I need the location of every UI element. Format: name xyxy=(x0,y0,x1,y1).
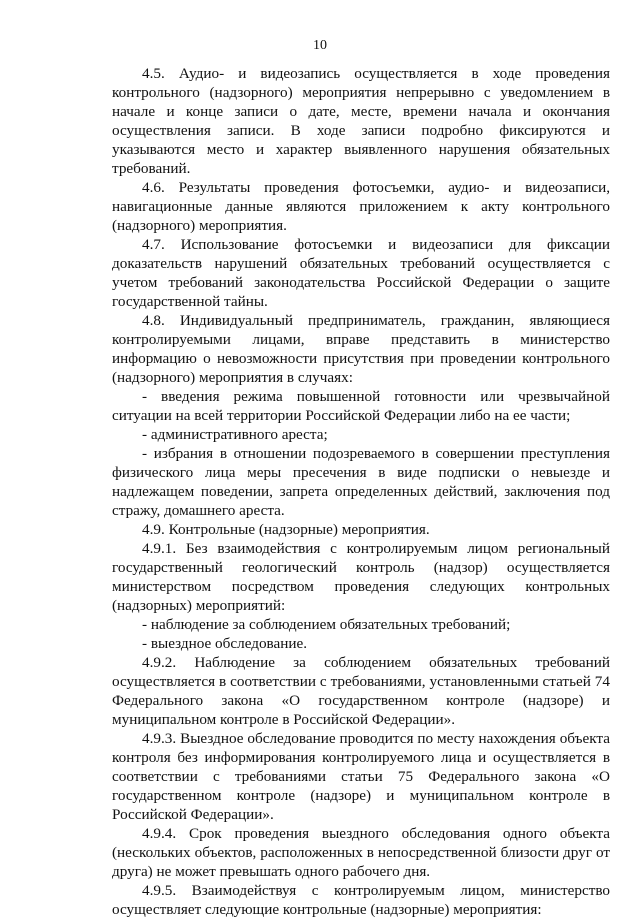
paragraph-4-8: 4.8. Индивидуальный предприниматель, гражданин, являющиеся контролируемыми лицами, вправе представить в министерство информацию о невозможности присутствия при проведении контрольного (надзорного) мероприятия в случаях: xyxy=(112,312,610,386)
page-number: 10 xyxy=(313,38,327,53)
list-item: - введения режима повышенной готовности или чрезвычайной ситуации на всей территории Российской Федерации либо на ее части; xyxy=(112,388,610,424)
paragraph-4-9-2: 4.9.2. Наблюдение за соблюдением обязательных требований осуществляется в соответствии с требованиями, установленными статьей 74 Федерального закона «О государственном контроле (надзоре) и муниципальном контроле в Российской Федерации». xyxy=(112,654,610,728)
document-body xyxy=(112,64,610,919)
paragraph-4-9-5: 4.9.5. Взаимодействуя с контролируемым лицом, министерство осуществляет следующие контрольные (надзорные) мероприятия: xyxy=(112,882,610,918)
paragraph-4-9-4: 4.9.4. Срок проведения выездного обследования одного объекта (нескольких объектов, расположенных в непосредственной близости друг от друга) не может превышать одного рабочего дня. xyxy=(112,825,610,880)
list-item: - административного ареста; xyxy=(142,426,328,443)
paragraph-4-9-3: 4.9.3. Выездное обследование проводится по месту нахождения объекта контроля без информирования контролируемого лица и осуществляется в соответствии с требованиями статьи 75 Федерального закона «О государственном контроле (надзоре) и муниципальном контроле в Российской Федерации». xyxy=(112,730,610,823)
paragraph-4-7: 4.7. Использование фотосъемки и видеозаписи для фиксации доказательств нарушений обязательных требований осуществляется с учетом требований законодательства Российской Федерации о защите государственной тайны. xyxy=(112,236,610,310)
paragraph-4-9-1: 4.9.1. Без взаимодействия с контролируемым лицом региональный государственный геологический контроль (надзор) осуществляется министерством посредством проведения следующих контрольных (надзорных) мероприятий: xyxy=(112,540,610,614)
paragraph-4-6: 4.6. Результаты проведения фотосъемки, аудио- и видеозаписи, навигационные данные являются приложением к акту контрольного (надзорного) мероприятия. xyxy=(112,179,610,234)
paragraph-4-5: 4.5. Аудио- и видеозапись осуществляется в ходе проведения контрольного (надзорного) мероприятия непрерывно с уведомлением в начале и конце записи о дате, месте, времени начала и окончания осуществления записи. В ходе записи подробно фиксируются и указываются место и характер выявленного нарушения обязательных требований. xyxy=(112,65,610,177)
list-item: - выездное обследование. xyxy=(142,635,308,652)
paragraph-4-9: 4.9. Контрольные (надзорные) мероприятия. xyxy=(142,521,430,538)
list-item: - избрания в отношении подозреваемого в совершении преступления физического лица меры пресечения в виде подписки о невыезде и надлежащем поведении, запрета определенных действий, заключения под стражу, домашнего ареста. xyxy=(112,445,610,519)
list-item: - наблюдение за соблюдением обязательных требований; xyxy=(142,616,511,633)
